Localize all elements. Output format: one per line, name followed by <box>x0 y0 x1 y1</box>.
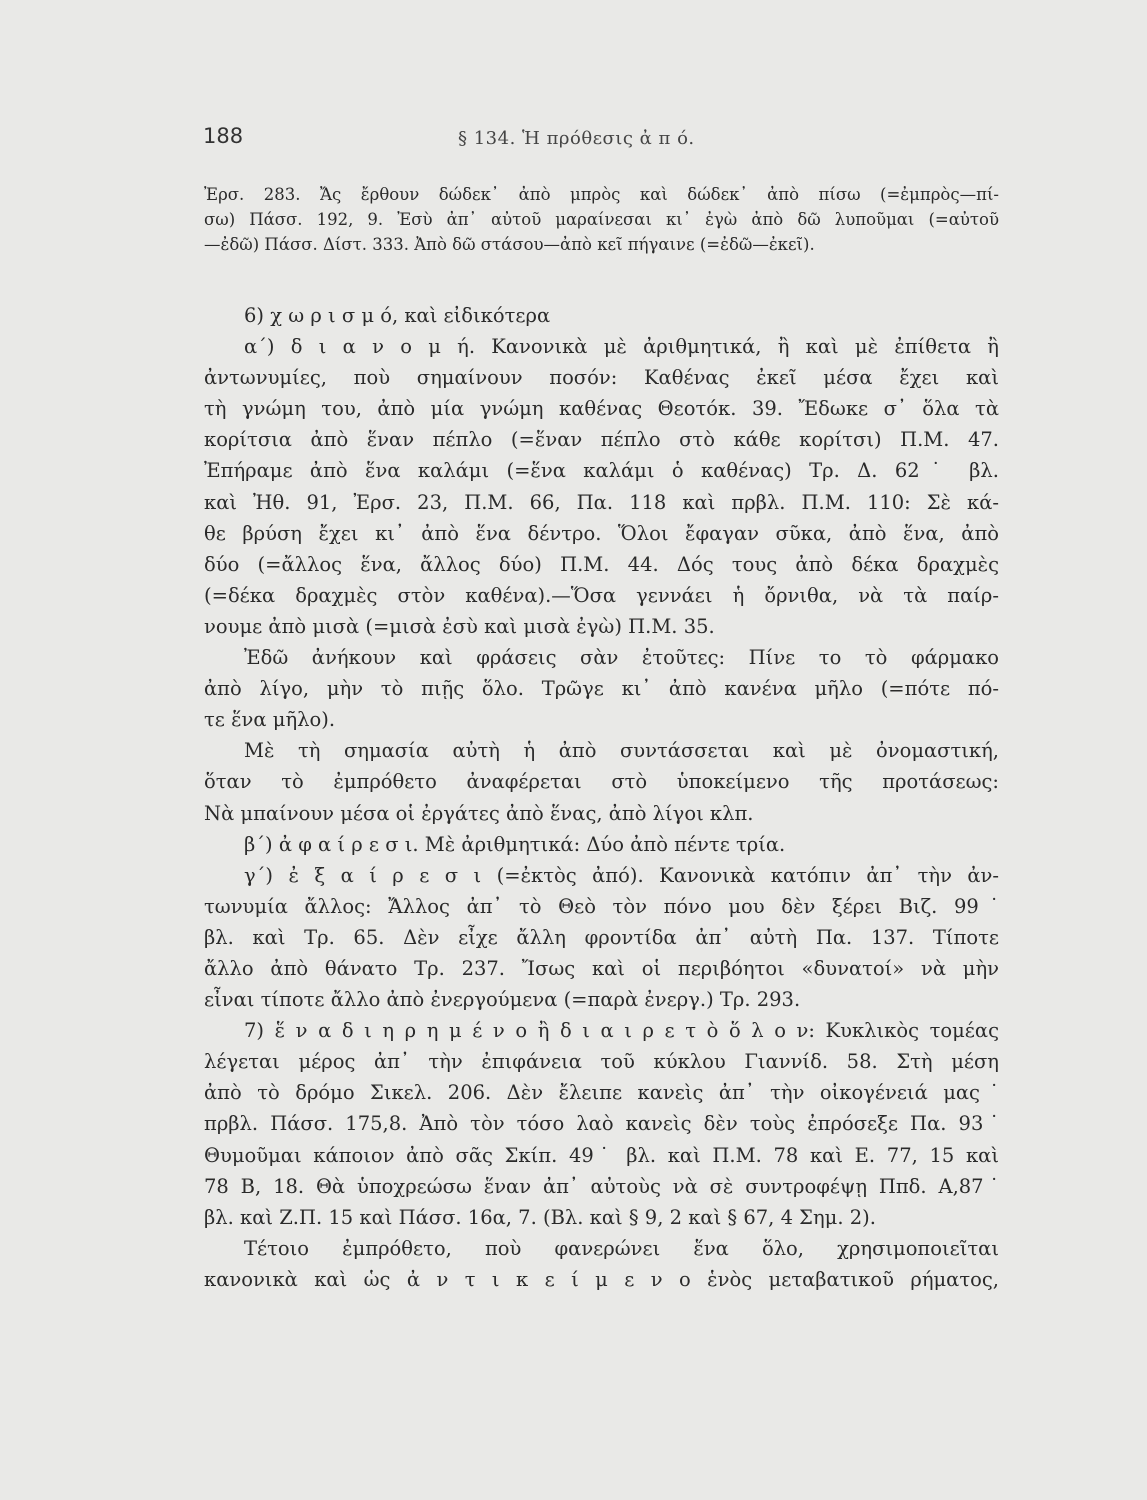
text-line: ἀπὸ λίγο, μὴν τὸ πιῇς ὅλο. Τρῶγε κι᾽ ἀπὸ κανένα μῆλο (=πότε πό- <box>204 677 999 701</box>
text-line: τὴ γνώμη του, ἀπὸ μία γνώμη καθένας Θεοτόκ. 39. Ἔδωκε σ᾽ ὅλα τὰ <box>204 397 999 421</box>
text-line: ἄλλο ἀπὸ θάνατο Τρ. 237. Ἴσως καὶ οἱ περιβόητοι «δυνατοί» νὰ μὴν <box>204 956 999 980</box>
text-line: κανονικὰ καὶ ὡς ἀ ν τ ι κ ε ί μ ε ν ο ἑνὸς μεταβατικοῦ ρήματος, <box>204 1267 999 1291</box>
text-line: δύο (=ἄλλος ἕνα, ἄλλος δύο) Π.Μ. 44. Δός τους ἀπὸ δέκα δραχμὲς <box>204 552 999 576</box>
text-line: Ἐρσ. 283. Ἄς ἔρθουν δώδεκ᾽ ἀπὸ μπρὸς καὶ δώδεκ᾽ ἀπὸ πίσω (=ἐμπρὸς—πί- <box>204 185 999 204</box>
text-line: α΄) δ ι α ν ο μ ή. Κανονικὰ μὲ ἀριθμητικά, ἢ καὶ μὲ ἐπίθετα ἢ <box>244 335 999 359</box>
text-line: λέγεται μέρος ἀπ᾽ τὴν ἐπιφάνεια τοῦ κύκλου Γιαννίδ. 58. Στὴ μέση <box>204 1050 999 1074</box>
text-line: ὅταν τὸ ἐμπρόθετο ἀναφέρεται στὸ ὑποκείμενο τῆς προτάσεως: <box>204 770 999 794</box>
main-text <box>204 300 999 1295</box>
text-line: ἀπὸ τὸ δρόμο Σικελ. 206. Δὲν ἔλειπε κανεὶς ἀπ᾽ τὴν οἰκογένειά μας˙ <box>204 1081 999 1105</box>
text-line: Μὲ τὴ σημασία αὐτὴ ἡ ἀπὸ συντάσσεται καὶ μὲ ὀνομαστική, <box>244 739 999 763</box>
section-heading: 6) χ ω ρ ι σ μ ό, καὶ εἰδικότερα <box>244 304 551 327</box>
text-line: Τέτοιο ἐμπρόθετο, ποὺ φανερώνει ἕνα ὅλο, χρησιμοποιεῖται <box>244 1236 999 1260</box>
text-line: Νὰ μπαίνουν μέσα οἱ ἐργάτες ἀπὸ ἕνας, ἀπὸ λίγοι κλπ. <box>204 801 754 825</box>
text-line: βλ. καὶ Τρ. 65. Δὲν εἶχε ἄλλη φροντίδα ἀπ᾽ αὐτὴ Πα. 137. Τίποτε <box>204 925 999 949</box>
text-line: γ΄) ἐ ξ α ί ρ ε σ ι (=ἐκτὸς ἀπό). Κανονικὰ κατόπιν ἀπ᾽ τὴν ἀν- <box>244 863 999 887</box>
text-line: τωνυμία ἄλλος: Ἄλλος ἀπ᾽ τὸ Θεὸ τὸν πόνο μου δὲν ξέρει Βιζ. 99˙ <box>204 894 999 918</box>
text-line: β΄) ἀ φ α ί ρ ε σ ι. Μὲ ἀριθμητικά: Δύο ἀπὸ πέντε τρία. <box>244 832 786 856</box>
text-line: 7) ἕ ν α δ ι η ρ η μ έ ν ο ἢ δ ι α ι ρ ε τ ὸ ὅ λ ο ν: Κυκλικὸς τομέας <box>244 1019 999 1043</box>
text-line: Θυμοῦμαι κάποιον ἀπὸ σᾶς Σκίπ. 49˙ βλ. καὶ Π.Μ. 78 καὶ Ε. 77, 15 καὶ <box>204 1143 999 1167</box>
text-line: νουμε ἀπὸ μισὰ (=μισὰ ἐσὺ καὶ μισὰ ἐγὼ) Π.Μ. 35. <box>204 614 715 638</box>
text-line: ἀντωνυμίες, ποὺ σημαίνουν ποσόν: Καθένας ἐκεῖ μέσα ἔχει καὶ <box>204 366 999 390</box>
text-line: καὶ Ἠθ. 91, Ἐρσ. 23, Π.Μ. 66, Πα. 118 καὶ πρβλ. Π.Μ. 110: Σὲ κά- <box>204 490 999 514</box>
page-number: 188 <box>203 124 244 148</box>
text-line: —ἐδῶ) Πάσσ. Δίστ. 333. Ἀπὸ δῶ στάσου—ἀπὸ κεῖ πήγαινε (=ἐδῶ—ἐκεῖ). <box>204 235 815 254</box>
text-line: Ἐπήραμε ἀπὸ ἕνα καλάμι (=ἕνα καλάμι ὁ καθένας) Τρ. Δ. 62˙ βλ. <box>204 459 999 483</box>
text-line: σω) Πάσσ. 192, 9. Ἐσὺ ἀπ᾽ αὐτοῦ μαραίνεσαι κι᾽ ἐγὼ ἀπὸ δῶ λυποῦμαι (=αὐτοῦ <box>204 210 999 229</box>
text-line: (=δέκα δραχμὲς στὸν καθένα).—Ὅσα γεννάει ἡ ὄρνιθα, νὰ τὰ παίρ- <box>204 583 999 607</box>
citation-block <box>204 182 999 257</box>
text-line: 78 Β, 18. Θὰ ὑποχρεώσω ἕναν ἀπ᾽ αὐτοὺς νὰ σὲ συντροφέψῃ Ππδ. Α,87˙ <box>204 1174 999 1198</box>
text-line: τε ἕνα μῆλο). <box>204 708 336 732</box>
text-line: θε βρύση ἔχει κι᾽ ἀπὸ ἕνα δέντρο. Ὅλοι ἔφαγαν σῦκα, ἀπὸ ἕνα, ἀπὸ <box>204 521 999 545</box>
text-line: κορίτσια ἀπὸ ἕναν πέπλο (=ἕναν πέπλο στὸ κάθε κορίτσι) Π.Μ. 47. <box>204 428 999 452</box>
text-line: πρβλ. Πάσσ. 175,8. Ἀπὸ τὸν τόσο λαὸ κανεὶς δὲν τοὺς ἐπρόσεξε Πα. 93˙ <box>204 1112 999 1136</box>
text-line: βλ. καὶ Ζ.Π. 15 καὶ Πάσσ. 16α, 7. (Βλ. καὶ § 9, 2 καὶ § 67, 4 Σημ. 2). <box>204 1205 876 1229</box>
text-line: Ἐδῶ ἀνήκουν καὶ φράσεις σὰν ἐτοῦτες: Πίνε το τὸ φάρμακο <box>244 646 999 670</box>
running-title: § 134. Ἡ πρόθεσις ἀ π ό. <box>458 128 695 149</box>
text-line: εἶναι τίποτε ἄλλο ἀπὸ ἐνεργούμενα (=παρὰ ἐνεργ.) Τρ. 293. <box>204 988 801 1012</box>
page-header <box>0 124 1147 164</box>
